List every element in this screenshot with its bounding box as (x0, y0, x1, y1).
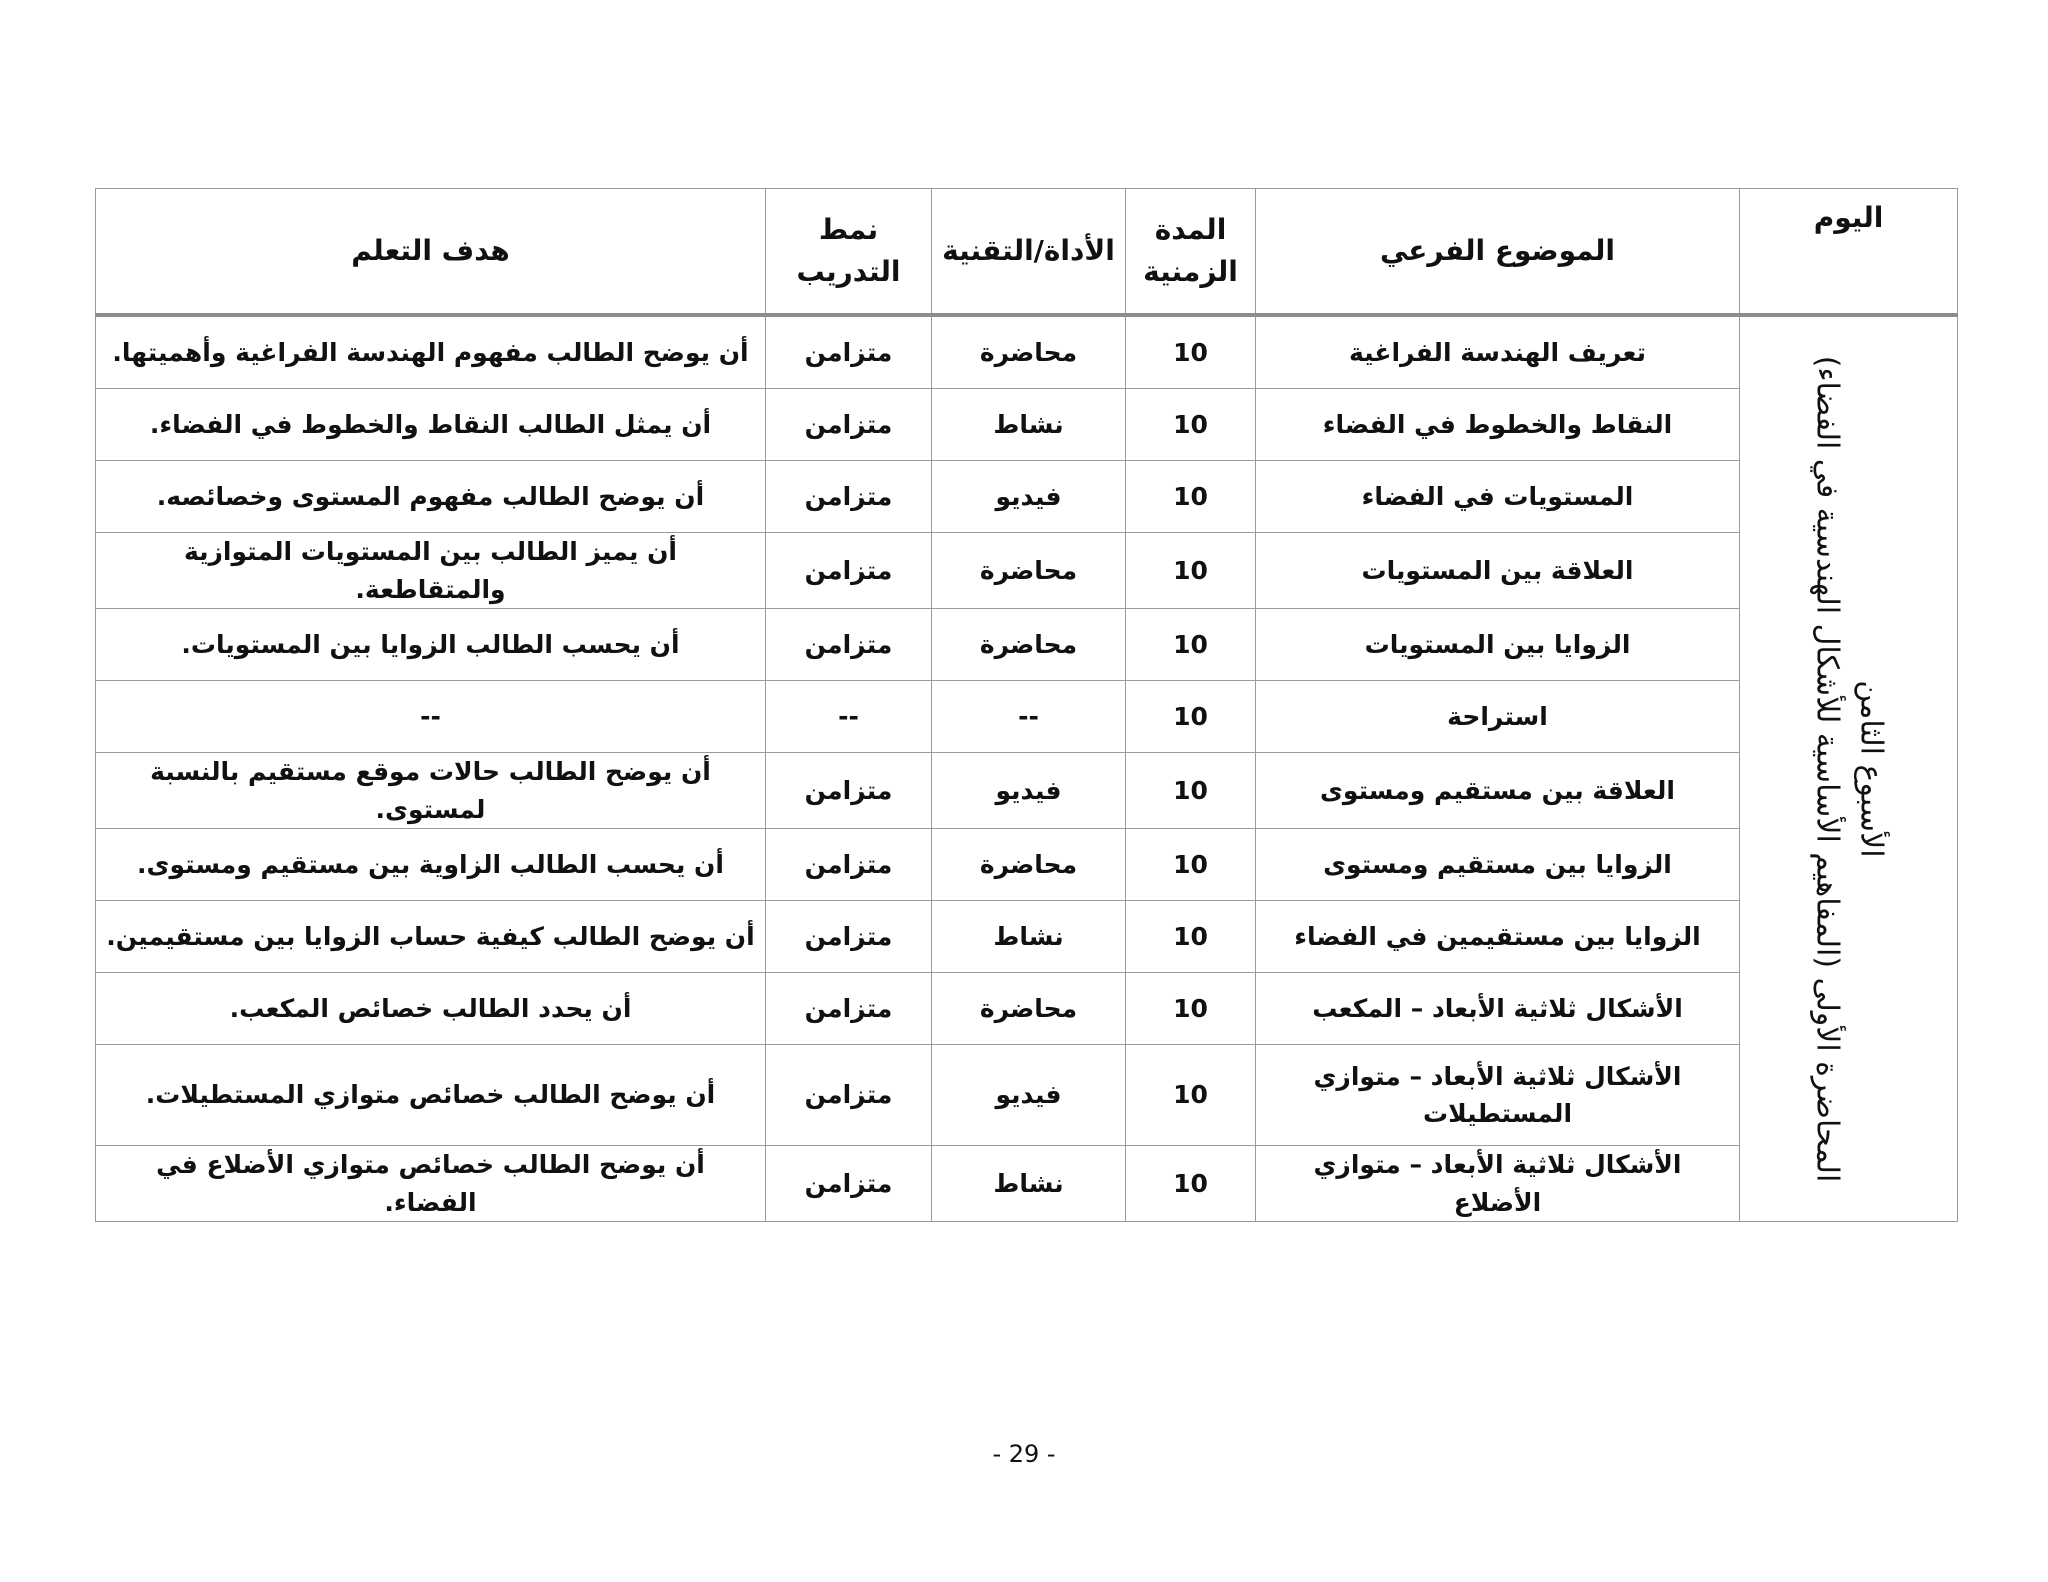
duration-cell: 10 (1126, 1146, 1256, 1222)
objective-cell: أن يوضح الطالب خصائص متوازي المستطيلات. (96, 1045, 766, 1146)
subtopic-cell: العلاقة بين مستقيم ومستوى (1256, 753, 1740, 829)
subtopic-cell: الزوايا بين مستقيم ومستوى (1256, 829, 1740, 901)
header-mode (766, 189, 932, 316)
duration-cell: 10 (1126, 901, 1256, 973)
objective-cell: أن يوضح الطالب حالات موقع مستقيم بالنسبة لمستوى. (96, 753, 766, 829)
tool-cell: نشاط (932, 901, 1126, 973)
duration-cell: 10 (1126, 829, 1256, 901)
objective-cell: أن يوضح الطالب مفهوم المستوى وخصائصه. (96, 461, 766, 533)
header-day: اليوم (1740, 189, 1958, 316)
subtopic-cell: الأشكال ثلاثية الأبعاد – متوازي الأضلاع (1256, 1146, 1740, 1222)
table-row (96, 681, 1958, 753)
header-duration (1126, 189, 1256, 316)
table-row (96, 1045, 1958, 1146)
subtopic-cell: استراحة (1256, 681, 1740, 753)
objective-cell: أن يوضح الطالب كيفية حساب الزوايا بين مستقيمين. (96, 901, 766, 973)
day-cell (1740, 315, 1958, 1222)
subtopic-cell: العلاقة بين المستويات (1256, 533, 1740, 609)
table-header-row (96, 189, 1958, 316)
table-row (96, 753, 1958, 829)
subtopic-cell: الأشكال ثلاثية الأبعاد – متوازي المستطيلات (1256, 1045, 1740, 1146)
objective-cell: أن يميز الطالب بين المستويات المتوازية والمتقاطعة. (96, 533, 766, 609)
table-row (96, 533, 1958, 609)
tool-cell: فيديو (932, 461, 1126, 533)
tool-cell: -- (932, 681, 1126, 753)
tool-cell: نشاط (932, 389, 1126, 461)
subtopic-cell: المستويات في الفضاء (1256, 461, 1740, 533)
subtopic-cell: النقاط والخطوط في الفضاء (1256, 389, 1740, 461)
tool-cell: محاضرة (932, 609, 1126, 681)
tool-cell: محاضرة (932, 315, 1126, 389)
table-row (96, 315, 1958, 389)
lesson-plan-table (95, 188, 1958, 1222)
mode-cell: متزامن (766, 461, 932, 533)
header-duration-line2: الزمنية (1143, 255, 1238, 288)
mode-cell: متزامن (766, 829, 932, 901)
subtopic-cell: الأشكال ثلاثية الأبعاد – المكعب (1256, 973, 1740, 1045)
tool-cell: فيديو (932, 1045, 1126, 1146)
table-row (96, 461, 1958, 533)
day-week: الأسبوع الثامن (1853, 680, 1888, 858)
day-lecture: المحاضرة الأولى (المفاهيم الأساسية للأشكال الهندسية في الفضاء) (1809, 355, 1845, 1183)
mode-cell: متزامن (766, 533, 932, 609)
mode-cell: متزامن (766, 901, 932, 973)
subtopic-cell: الزوايا بين المستويات (1256, 609, 1740, 681)
tool-cell: محاضرة (932, 829, 1126, 901)
mode-cell: -- (766, 681, 932, 753)
header-mode-line2: التدريب (796, 255, 901, 288)
mode-cell: متزامن (766, 609, 932, 681)
header-duration-line1: المدة (1154, 213, 1227, 246)
table-row (96, 973, 1958, 1045)
table-row (96, 1146, 1958, 1222)
subtopic-cell: الزوايا بين مستقيمين في الفضاء (1256, 901, 1740, 973)
header-mode-line1: نمط (818, 213, 879, 246)
objective-cell: أن يمثل الطالب النقاط والخطوط في الفضاء. (96, 389, 766, 461)
duration-cell: 10 (1126, 389, 1256, 461)
mode-cell: متزامن (766, 1146, 932, 1222)
duration-cell: 10 (1126, 461, 1256, 533)
tool-cell: فيديو (932, 753, 1126, 829)
tool-cell: محاضرة (932, 533, 1126, 609)
duration-cell: 10 (1126, 533, 1256, 609)
duration-cell: 10 (1126, 1045, 1256, 1146)
page-number: - 29 - (992, 1440, 1056, 1468)
mode-cell: متزامن (766, 973, 932, 1045)
mode-cell: متزامن (766, 1045, 932, 1146)
duration-cell: 10 (1126, 973, 1256, 1045)
subtopic-cell: تعريف الهندسة الفراغية (1256, 315, 1740, 389)
objective-cell: أن يحسب الطالب الزاوية بين مستقيم ومستوى. (96, 829, 766, 901)
header-objective: هدف التعلم (96, 189, 766, 316)
objective-cell: أن يوضح الطالب مفهوم الهندسة الفراغية وأهميتها. (96, 315, 766, 389)
mode-cell: متزامن (766, 389, 932, 461)
tool-cell: نشاط (932, 1146, 1126, 1222)
objective-cell: أن يحسب الطالب الزوايا بين المستويات. (96, 609, 766, 681)
mode-cell: متزامن (766, 753, 932, 829)
duration-cell: 10 (1126, 753, 1256, 829)
duration-cell: 10 (1126, 315, 1256, 389)
header-subtopic: الموضوع الفرعي (1256, 189, 1740, 316)
tool-cell: محاضرة (932, 973, 1126, 1045)
table-row (96, 389, 1958, 461)
header-tool: الأداة/التقنية (932, 189, 1126, 316)
duration-cell: 10 (1126, 681, 1256, 753)
table-row (96, 829, 1958, 901)
objective-cell: أن يوضح الطالب خصائص متوازي الأضلاع في الفضاء. (96, 1146, 766, 1222)
table-row (96, 901, 1958, 973)
duration-cell: 10 (1126, 609, 1256, 681)
objective-cell: أن يحدد الطالب خصائص المكعب. (96, 973, 766, 1045)
day-label (1805, 339, 1892, 1199)
objective-cell: -- (96, 681, 766, 753)
table-row (96, 609, 1958, 681)
mode-cell: متزامن (766, 315, 932, 389)
